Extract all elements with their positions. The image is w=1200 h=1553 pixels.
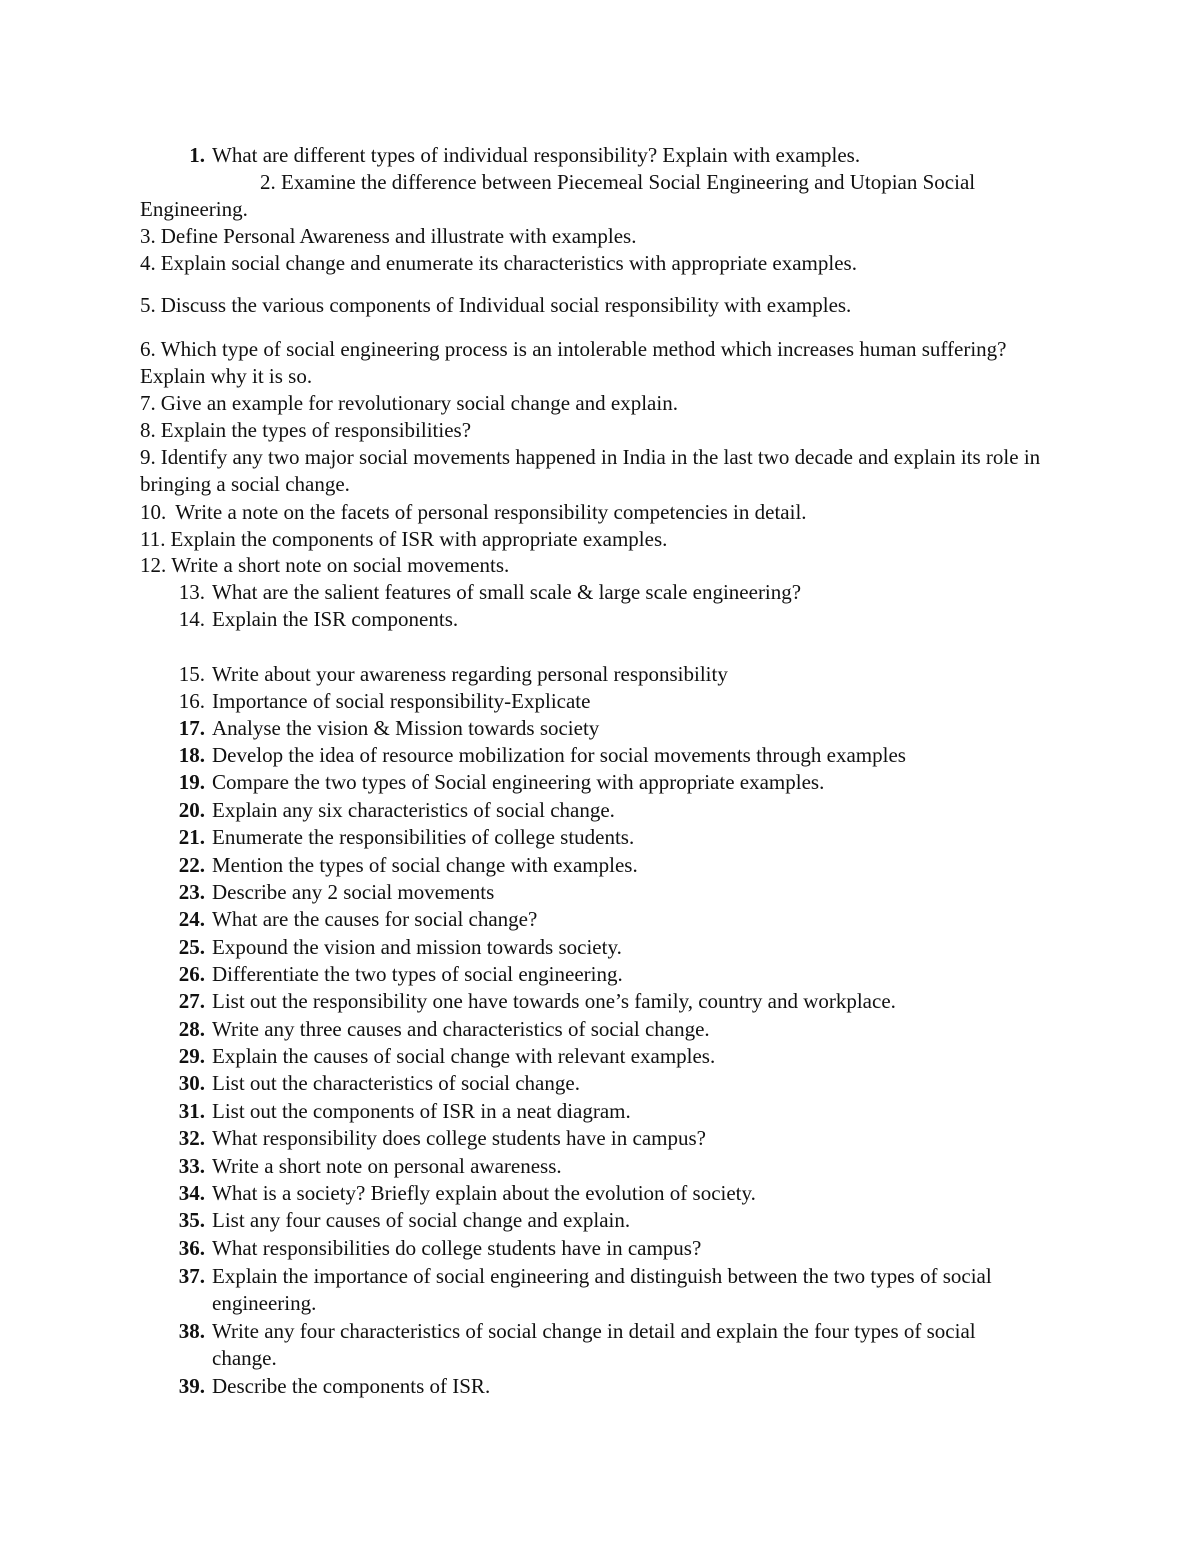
question-item xyxy=(178,1098,631,1125)
question-item xyxy=(189,142,861,169)
question-item xyxy=(178,879,495,906)
question-item xyxy=(178,1207,631,1234)
question-item xyxy=(140,526,667,553)
question-number: 32. xyxy=(178,1126,205,1150)
question-item xyxy=(140,552,509,579)
question-text: Explain social change and enumerate its characteristics with appropriate examples. xyxy=(160,251,857,275)
question-item xyxy=(178,1180,756,1207)
question-text: List out the components of ISR in a neat diagram. xyxy=(212,1099,631,1123)
question-text: Explain any six characteristics of social change. xyxy=(212,798,615,822)
question-number: 22. xyxy=(178,853,205,877)
question-item xyxy=(178,852,638,879)
question-item xyxy=(178,742,906,769)
question-item xyxy=(178,1373,491,1400)
question-number: 9. xyxy=(140,445,156,469)
question-number: 33. xyxy=(178,1154,205,1178)
question-number: 4. xyxy=(140,251,156,275)
question-text: Analyse the vision & Mission towards society xyxy=(212,716,600,740)
question-number: 10. xyxy=(140,500,167,524)
question-text: Write any three causes and characteristics of social change. xyxy=(212,1017,710,1041)
question-text: List out the responsibility one have towards one’s family, country and workplace. xyxy=(212,989,896,1013)
question-item xyxy=(178,988,896,1015)
question-number: 25. xyxy=(178,935,205,959)
question-text: What are different types of individual responsibility? Explain with examples. xyxy=(212,143,861,167)
question-text: Write a note on the facets of personal responsibility competencies in detail. xyxy=(175,500,807,524)
question-item xyxy=(178,1043,716,1070)
question-item xyxy=(140,417,471,444)
question-item xyxy=(140,390,678,417)
question-text: Describe the components of ISR. xyxy=(212,1374,491,1398)
question-number: 37. xyxy=(178,1264,205,1288)
question-item xyxy=(178,579,802,606)
question-number: 13. xyxy=(178,580,205,604)
question-item xyxy=(178,1318,1032,1372)
question-text: Compare the two types of Social engineering with appropriate examples. xyxy=(212,770,825,794)
question-number: 30. xyxy=(178,1071,205,1095)
question-item xyxy=(178,769,825,796)
question-item xyxy=(178,688,591,715)
question-text: Write a short note on social movements. xyxy=(171,553,510,577)
question-text: Write a short note on personal awareness. xyxy=(212,1154,562,1178)
question-number: 12. xyxy=(140,553,167,577)
question-text: List any four causes of social change and explain. xyxy=(212,1208,631,1232)
question-item xyxy=(178,797,615,824)
question-number: 39. xyxy=(178,1374,205,1398)
question-item xyxy=(140,336,1040,390)
question-text: What responsibility does college students have in campus? xyxy=(212,1126,706,1150)
question-item xyxy=(140,292,851,319)
question-text: Explain the components of ISR with appropriate examples. xyxy=(170,527,668,551)
question-number: 18. xyxy=(178,743,205,767)
question-item xyxy=(140,250,857,277)
question-number: 36. xyxy=(178,1236,205,1260)
question-number: 14. xyxy=(178,607,205,631)
question-text: Enumerate the responsibilities of college students. xyxy=(212,825,635,849)
question-item xyxy=(178,1235,702,1262)
question-number: 8. xyxy=(140,418,156,442)
question-number: 3. xyxy=(140,224,156,248)
question-text: Write any four characteristics of social change in detail and explain the four types of social change. xyxy=(212,1319,976,1370)
question-number: 17. xyxy=(178,716,205,740)
question-item xyxy=(178,715,600,742)
question-number: 31. xyxy=(178,1099,205,1123)
question-item xyxy=(178,1070,580,1097)
question-item xyxy=(178,1016,710,1043)
question-text: Define Personal Awareness and illustrate with examples. xyxy=(160,224,637,248)
question-text: Describe any 2 social movements xyxy=(212,880,495,904)
question-number: 7. xyxy=(140,391,156,415)
question-item xyxy=(178,661,728,688)
question-number: 5. xyxy=(140,293,156,317)
question-number: 11. xyxy=(140,527,166,551)
question-number: 23. xyxy=(178,880,205,904)
question-text: Identify any two major social movements happened in India in the last two decade and explain its role in bringing a social change. xyxy=(140,445,1041,496)
question-text: What is a society? Briefly explain about the evolution of society. xyxy=(212,1181,756,1205)
question-item xyxy=(140,444,1065,498)
question-number: 27. xyxy=(178,989,205,1013)
question-number: 28. xyxy=(178,1017,205,1041)
question-text: What are the causes for social change? xyxy=(212,907,538,931)
question-item xyxy=(178,1125,706,1152)
question-text: Examine the difference between Piecemeal Social Engineering and Utopian Social Engineering. xyxy=(140,170,976,221)
question-item xyxy=(140,169,1000,223)
question-text: Explain the importance of social engineering and distinguish between the two types of social engineering. xyxy=(212,1264,992,1315)
question-item xyxy=(178,824,635,851)
question-text: What responsibilities do college students have in campus? xyxy=(212,1236,702,1260)
question-number: 6. xyxy=(140,337,156,361)
question-text: Which type of social engineering process is an intolerable method which increases human suffering? Explain why it is so. xyxy=(140,337,1007,388)
question-text: Differentiate the two types of social engineering. xyxy=(212,962,623,986)
question-number: 21. xyxy=(178,825,205,849)
question-number: 24. xyxy=(178,907,205,931)
question-text: Mention the types of social change with examples. xyxy=(212,853,638,877)
question-number: 1. xyxy=(189,143,205,167)
question-number: 15. xyxy=(178,662,205,686)
question-text: Explain the causes of social change with relevant examples. xyxy=(212,1044,716,1068)
question-text: Develop the idea of resource mobilization for social movements through examples xyxy=(212,743,906,767)
question-text: Explain the ISR components. xyxy=(212,607,459,631)
question-item xyxy=(140,223,636,250)
question-text: What are the salient features of small scale & large scale engineering? xyxy=(212,580,802,604)
question-item xyxy=(140,499,807,526)
question-text: Discuss the various components of Individual social responsibility with examples. xyxy=(160,293,852,317)
question-item xyxy=(178,906,538,933)
question-number: 19. xyxy=(178,770,205,794)
question-number: 34. xyxy=(178,1181,205,1205)
question-item xyxy=(178,934,622,961)
question-text: List out the characteristics of social change. xyxy=(212,1071,580,1095)
question-number: 16. xyxy=(178,689,205,713)
question-item xyxy=(178,1263,1052,1317)
question-number: 2. xyxy=(260,170,276,194)
question-item xyxy=(178,1153,562,1180)
question-text: Expound the vision and mission towards society. xyxy=(212,935,622,959)
question-text: Write about your awareness regarding personal responsibility xyxy=(212,662,728,686)
question-number: 29. xyxy=(178,1044,205,1068)
question-text: Explain the types of responsibilities? xyxy=(160,418,472,442)
question-number: 38. xyxy=(178,1319,205,1343)
question-text: Importance of social responsibility-Explicate xyxy=(212,689,591,713)
question-number: 26. xyxy=(178,962,205,986)
question-number: 20. xyxy=(178,798,205,822)
question-text: Give an example for revolutionary social change and explain. xyxy=(160,391,678,415)
question-number: 35. xyxy=(178,1208,205,1232)
question-item xyxy=(178,606,459,633)
question-item xyxy=(178,961,623,988)
